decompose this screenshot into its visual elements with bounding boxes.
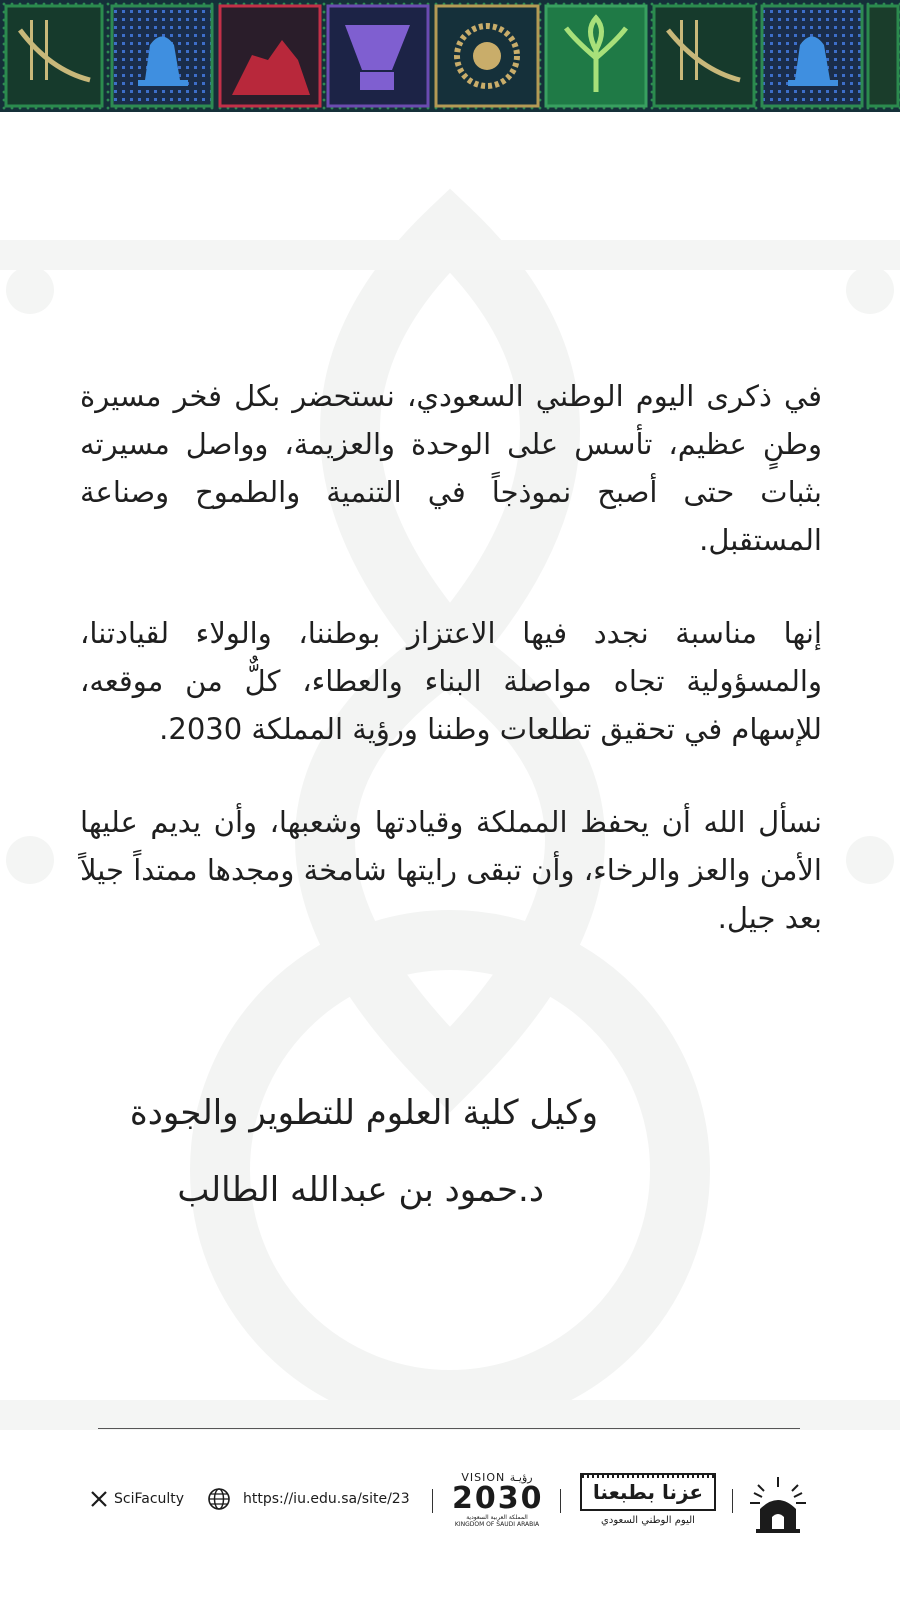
vision-year: 2030 bbox=[452, 1481, 544, 1516]
footer-separator bbox=[560, 1489, 561, 1513]
heritage-pattern bbox=[0, 0, 900, 112]
university-emblem-icon bbox=[746, 1473, 810, 1537]
vision-2030-logo bbox=[452, 1471, 542, 1535]
x-account-link[interactable] bbox=[90, 1490, 184, 1508]
national-day-label: اليوم الوطني السعودي bbox=[601, 1515, 695, 1526]
website-url: https://iu.edu.sa/site/23 bbox=[243, 1491, 410, 1507]
footer bbox=[0, 1465, 900, 1545]
signature-title: وكيل كلية العلوم للتطوير والجودة bbox=[129, 1093, 598, 1133]
decorative-banner bbox=[0, 0, 900, 112]
footer-separator bbox=[432, 1489, 433, 1513]
message-paragraph-2: إنها مناسبة نجدد فيها الاعتزاز بوطننا، والولاء لقيادتنا، والمسؤولية تجاه مواصلة البناء والعطاء، كلٌّ من موقعه، للإسهام في تحقيق تطلعات وطننا ورؤية المملكة 2030. bbox=[80, 616, 822, 746]
footer-separator bbox=[732, 1489, 733, 1513]
vision-word: VISION رؤيـة bbox=[461, 1471, 533, 1484]
x-handle: SciFaculty bbox=[114, 1491, 185, 1507]
footer-divider bbox=[98, 1428, 800, 1429]
message-paragraph-1: في ذكرى اليوم الوطني السعودي، نستحضر بكل فخر مسيرة وطنٍ عظيم، تأسس على الوحدة والعزيمة، وواصل مسيرته بثبات حتى أصبح نموذجاً في التنمية والطموح وصناعة المستقبل. bbox=[80, 379, 822, 557]
x-logo-icon bbox=[90, 1490, 108, 1508]
message-paragraph-3: نسأل الله أن يحفظ المملكة وقيادتها وشعبها، وأن يديم عليها الأمن والعز والرخاء، وأن تبقى رايتها شامخة ومجدها ممتداً جيلاً بعد جيل. bbox=[80, 805, 822, 935]
signature-name: د.حمود بن عبدالله الطالب bbox=[177, 1170, 544, 1210]
greeting-message bbox=[80, 372, 822, 987]
globe-icon bbox=[207, 1487, 231, 1511]
website-link[interactable] bbox=[207, 1487, 410, 1511]
national-day-logo bbox=[580, 1473, 716, 1535]
national-day-slogan: عزنا بطبعنا bbox=[590, 1480, 706, 1504]
vision-subtitle: المملكة العربية السعودية KINGDOM OF SAUDI ARABIA bbox=[454, 1514, 540, 1528]
